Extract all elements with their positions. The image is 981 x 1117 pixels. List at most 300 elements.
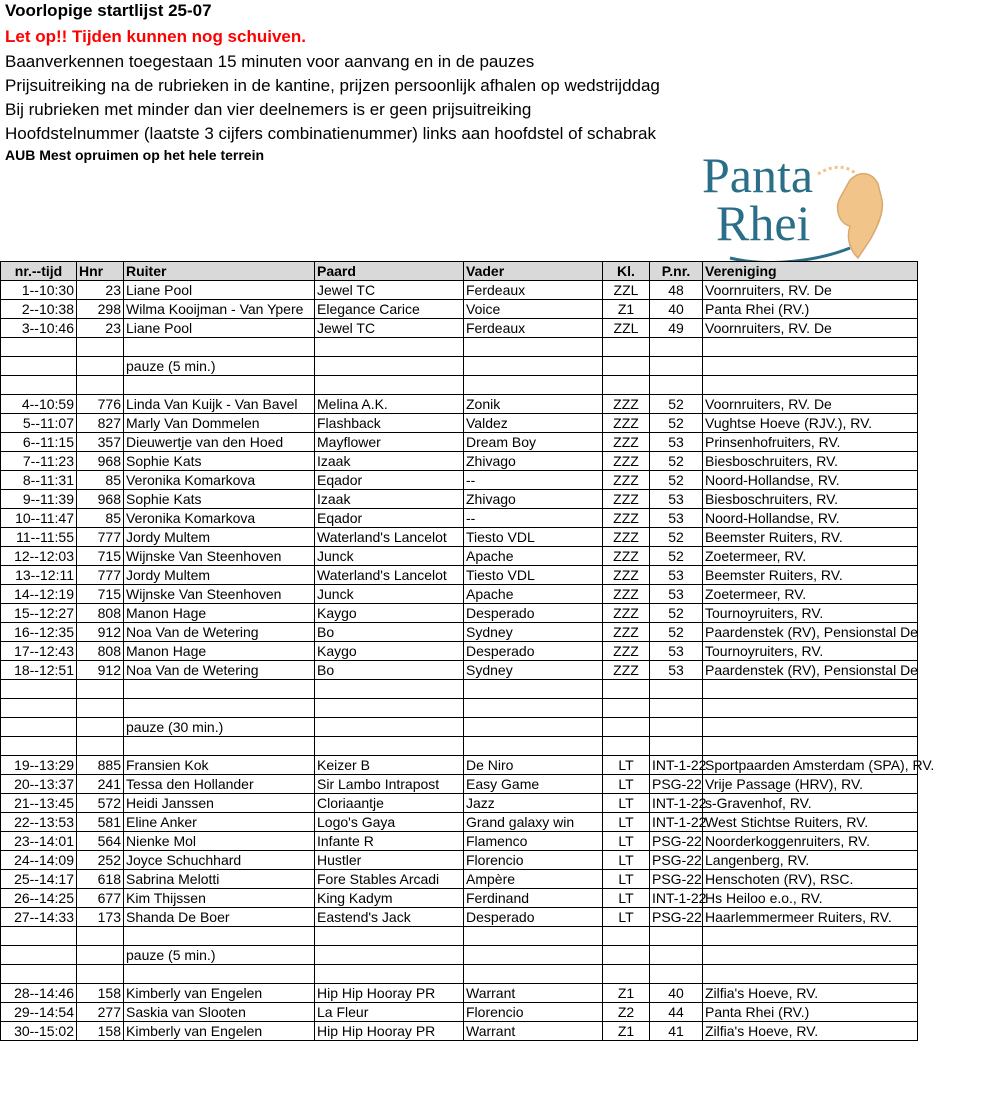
cell-kl: LT [603, 870, 650, 889]
cell-paard: Hip Hip Hooray PR [315, 984, 464, 1003]
cell-nr-tijd: 3--10:46 [1, 319, 77, 338]
cell-vader: -- [464, 509, 603, 528]
cell-pnr: 52 [650, 604, 703, 623]
cell-kl: ZZZ [603, 490, 650, 509]
col-header-paard: Paard [315, 262, 464, 281]
cell-nr-tijd: 11--11:55 [1, 528, 77, 547]
cell-vader: Sydney [464, 623, 603, 642]
cell-kl: ZZZ [603, 528, 650, 547]
cell-kl: Z2 [603, 1003, 650, 1022]
cell-ruiter: Shanda De Boer [124, 908, 315, 927]
cell-vader: Tiesto VDL [464, 528, 603, 547]
cell-nr-tijd: 20--13:37 [1, 775, 77, 794]
cell-nr-tijd: 6--11:15 [1, 433, 77, 452]
logo-word-1: Panta [702, 147, 814, 203]
cell-nr-tijd: 4--10:59 [1, 395, 77, 414]
cell-empty [77, 338, 124, 357]
cell-empty [464, 680, 603, 699]
cell-pnr: PSG-22 [650, 851, 703, 870]
cell-hnr: 968 [77, 452, 124, 471]
cell-empty [124, 376, 315, 395]
cell-hnr: 715 [77, 547, 124, 566]
note-line: Prijsuitreiking na de rubrieken in de kantine, prijzen persoonlijk afhalen op wedstrijddag [5, 76, 660, 95]
cell-empty [464, 927, 603, 946]
table-row [1, 319, 918, 338]
cell-pnr: PSG-22 [650, 908, 703, 927]
cell-empty [1, 718, 77, 737]
cell-ruiter: Kimberly van Engelen [124, 1022, 315, 1041]
cell-vader: Dream Boy [464, 433, 603, 452]
table-row [1, 414, 918, 433]
col-header-hnr: Hnr [77, 262, 124, 281]
cell-kl: LT [603, 756, 650, 775]
table-row [1, 281, 918, 300]
table-row [1, 528, 918, 547]
col-header-ruiter: Ruiter [124, 262, 315, 281]
cell-vader: Desperado [464, 642, 603, 661]
table-row [1, 566, 918, 585]
cell-paard: Kaygo [315, 642, 464, 661]
table-row [1, 585, 918, 604]
cell-empty [603, 357, 650, 376]
cell-ruiter: Eline Anker [124, 813, 315, 832]
cell-kl: ZZZ [603, 604, 650, 623]
cell-vereniging: Zoetermeer, RV. [703, 585, 918, 604]
cell-hnr: 298 [77, 300, 124, 319]
cell-paard: Eqador [315, 509, 464, 528]
cell-paard: Junck [315, 547, 464, 566]
cell-empty [124, 965, 315, 984]
table-row [1, 908, 918, 927]
cell-hnr: 912 [77, 623, 124, 642]
col-header-vader: Vader [464, 262, 603, 281]
cell-kl: ZZZ [603, 471, 650, 490]
cell-ruiter: Manon Hage [124, 642, 315, 661]
table-row [1, 813, 918, 832]
table-row [1, 794, 918, 813]
cell-kl: LT [603, 908, 650, 927]
cell-empty [124, 737, 315, 756]
cell-vereniging: Henschoten (RV), RSC. [703, 870, 918, 889]
cell-kl: ZZZ [603, 585, 650, 604]
pause-label: pauze (5 min.) [124, 946, 315, 965]
cell-empty [650, 718, 703, 737]
cell-vereniging: Voornruiters, RV. De [703, 281, 918, 300]
cell-vader: Sydney [464, 661, 603, 680]
cell-paard: Izaak [315, 490, 464, 509]
cell-vereniging: Prinsenhofruiters, RV. [703, 433, 918, 452]
cell-empty [77, 680, 124, 699]
cell-nr-tijd: 16--12:35 [1, 623, 77, 642]
cell-nr-tijd: 27--14:33 [1, 908, 77, 927]
cell-kl: ZZZ [603, 414, 650, 433]
cell-nr-tijd: 26--14:25 [1, 889, 77, 908]
blank-row [1, 927, 918, 946]
cell-hnr: 23 [77, 281, 124, 300]
cell-empty [603, 737, 650, 756]
pause-label: pauze (5 min.) [124, 357, 315, 376]
cell-hnr: 23 [77, 319, 124, 338]
table-row [1, 452, 918, 471]
cell-pnr: 52 [650, 414, 703, 433]
cell-vereniging: Panta Rhei (RV.) [703, 1003, 918, 1022]
cell-vader: Jazz [464, 794, 603, 813]
cell-empty [77, 718, 124, 737]
blank-row [1, 376, 918, 395]
cell-vader: Ferdeaux [464, 281, 603, 300]
cell-empty [124, 927, 315, 946]
cell-paard: Jewel TC [315, 281, 464, 300]
cell-ruiter: Noa Van de Wetering [124, 623, 315, 642]
cell-vereniging: Sportpaarden Amsterdam (SPA), RV. [703, 756, 918, 775]
cell-empty [703, 376, 918, 395]
table-row [1, 395, 918, 414]
cell-vereniging: Vughtse Hoeve (RJV.), RV. [703, 414, 918, 433]
cell-nr-tijd: 21--13:45 [1, 794, 77, 813]
cell-vereniging: Zilfia's Hoeve, RV. [703, 984, 918, 1003]
cell-pnr: 53 [650, 642, 703, 661]
table-row [1, 832, 918, 851]
cell-paard: Jewel TC [315, 319, 464, 338]
cell-empty [703, 699, 918, 718]
cell-pnr: INT-1-22 [650, 794, 703, 813]
cell-vader: Apache [464, 585, 603, 604]
cell-vader: Desperado [464, 908, 603, 927]
blank-row [1, 965, 918, 984]
cell-nr-tijd: 28--14:46 [1, 984, 77, 1003]
cell-vereniging: Langenberg, RV. [703, 851, 918, 870]
startlist-table [0, 261, 935, 1041]
cell-pnr: 53 [650, 661, 703, 680]
cell-ruiter: Dieuwertje van den Hoed [124, 433, 315, 452]
col-header-kl: Kl. [603, 262, 650, 281]
cell-hnr: 777 [77, 566, 124, 585]
cell-empty [603, 699, 650, 718]
cell-kl: ZZZ [603, 623, 650, 642]
cell-ruiter: Marly Van Dommelen [124, 414, 315, 433]
table-row [1, 604, 918, 623]
cell-paard: Mayflower [315, 433, 464, 452]
cell-vereniging: Hs Heiloo e.o., RV. [703, 889, 918, 908]
cell-nr-tijd: 14--12:19 [1, 585, 77, 604]
cell-pnr: 52 [650, 528, 703, 547]
table-row [1, 547, 918, 566]
cell-nr-tijd: 30--15:02 [1, 1022, 77, 1041]
cell-empty [1, 680, 77, 699]
panta-rhei-logo [700, 140, 885, 265]
cell-vader: Florencio [464, 1003, 603, 1022]
cell-vereniging: Zilfia's Hoeve, RV. [703, 1022, 918, 1041]
cell-vader: Apache [464, 547, 603, 566]
cell-vader: Zhivago [464, 490, 603, 509]
cell-vereniging: Paardenstek (RV), Pensionstal De [703, 661, 918, 680]
cell-paard: Hustler [315, 851, 464, 870]
cell-empty [650, 946, 703, 965]
cell-kl: ZZZ [603, 661, 650, 680]
cell-hnr: 618 [77, 870, 124, 889]
cell-kl: LT [603, 889, 650, 908]
table-row [1, 661, 918, 680]
cell-kl: Z1 [603, 984, 650, 1003]
cell-pnr: 53 [650, 509, 703, 528]
cell-kl: Z1 [603, 300, 650, 319]
cell-paard: Eqador [315, 471, 464, 490]
cell-vader: Easy Game [464, 775, 603, 794]
cell-nr-tijd: 15--12:27 [1, 604, 77, 623]
cell-vereniging: Biesboschruiters, RV. [703, 490, 918, 509]
cell-vereniging: Voornruiters, RV. De [703, 319, 918, 338]
table-row [1, 756, 918, 775]
cell-hnr: 158 [77, 984, 124, 1003]
table-row [1, 984, 918, 1003]
cell-ruiter: Liane Pool [124, 319, 315, 338]
page-title: Voorlopige startlijst 25-07 [5, 1, 212, 20]
cell-vader: Flamenco [464, 832, 603, 851]
cell-empty [703, 680, 918, 699]
cell-empty [77, 699, 124, 718]
cell-kl: LT [603, 813, 650, 832]
cell-ruiter: Jordy Multem [124, 528, 315, 547]
cell-nr-tijd: 7--11:23 [1, 452, 77, 471]
cell-paard: Kaygo [315, 604, 464, 623]
cell-empty [124, 680, 315, 699]
cell-empty [1, 376, 77, 395]
cell-hnr: 357 [77, 433, 124, 452]
cell-empty [650, 357, 703, 376]
cell-nr-tijd: 19--13:29 [1, 756, 77, 775]
cell-empty [650, 699, 703, 718]
blank-row [1, 737, 918, 756]
cell-kl: LT [603, 851, 650, 870]
cell-empty [1, 357, 77, 376]
cell-ruiter: Wilma Kooijman - Van Ypere [124, 300, 315, 319]
cell-empty [77, 737, 124, 756]
cell-empty [124, 338, 315, 357]
cell-hnr: 776 [77, 395, 124, 414]
cell-ruiter: Sabrina Melotti [124, 870, 315, 889]
cell-nr-tijd: 1--10:30 [1, 281, 77, 300]
cell-ruiter: Kimberly van Engelen [124, 984, 315, 1003]
cell-ruiter: Joyce Schuchhard [124, 851, 315, 870]
cell-ruiter: Saskia van Slooten [124, 1003, 315, 1022]
cell-nr-tijd: 18--12:51 [1, 661, 77, 680]
cell-vereniging: Noord-Hollandse, RV. [703, 509, 918, 528]
cell-empty [603, 927, 650, 946]
cell-empty [315, 946, 464, 965]
warning-text: Let op!! Tijden kunnen nog schuiven. [5, 27, 306, 46]
cell-paard: Infante R [315, 832, 464, 851]
cell-empty [603, 376, 650, 395]
cell-vereniging: Voornruiters, RV. De [703, 395, 918, 414]
note-line-bold: AUB Mest opruimen op het hele terrein [5, 147, 265, 163]
cell-nr-tijd: 24--14:09 [1, 851, 77, 870]
table-row [1, 889, 918, 908]
cell-nr-tijd: 9--11:39 [1, 490, 77, 509]
cell-pnr: 41 [650, 1022, 703, 1041]
cell-paard: Waterland's Lancelot [315, 528, 464, 547]
cell-pnr: PSG-22 [650, 870, 703, 889]
cell-hnr: 564 [77, 832, 124, 851]
cell-vader: Florencio [464, 851, 603, 870]
cell-vereniging: Biesboschruiters, RV. [703, 452, 918, 471]
cell-pnr: PSG-22 [650, 832, 703, 851]
cell-paard: Waterland's Lancelot [315, 566, 464, 585]
cell-empty [464, 338, 603, 357]
cell-vereniging: West Stichtse Ruiters, RV. [703, 813, 918, 832]
cell-nr-tijd: 8--11:31 [1, 471, 77, 490]
cell-paard: Izaak [315, 452, 464, 471]
cell-empty [315, 965, 464, 984]
cell-empty [1, 737, 77, 756]
cell-vereniging: Noord-Hollandse, RV. [703, 471, 918, 490]
cell-vader: Desperado [464, 604, 603, 623]
cell-ruiter: Noa Van de Wetering [124, 661, 315, 680]
cell-paard: Flashback [315, 414, 464, 433]
cell-nr-tijd: 29--14:54 [1, 1003, 77, 1022]
cell-empty [464, 376, 603, 395]
cell-pnr: 40 [650, 300, 703, 319]
cell-empty [603, 718, 650, 737]
cell-vader: -- [464, 471, 603, 490]
cell-empty [315, 357, 464, 376]
cell-empty [464, 737, 603, 756]
cell-ruiter: Kim Thijssen [124, 889, 315, 908]
cell-pnr: 53 [650, 433, 703, 452]
cell-vereniging: Beemster Ruiters, RV. [703, 566, 918, 585]
cell-hnr: 968 [77, 490, 124, 509]
table-header-row [1, 262, 918, 281]
cell-empty [464, 699, 603, 718]
col-header-pnr: P.nr. [650, 262, 703, 281]
cell-kl: ZZZ [603, 433, 650, 452]
table-row [1, 642, 918, 661]
cell-empty [650, 737, 703, 756]
blank-row [1, 680, 918, 699]
cell-vader: De Niro [464, 756, 603, 775]
cell-pnr: 49 [650, 319, 703, 338]
cell-empty [650, 680, 703, 699]
cell-kl: ZZZ [603, 509, 650, 528]
cell-ruiter: Nienke Mol [124, 832, 315, 851]
cell-vereniging: Tournoyruiters, RV. [703, 604, 918, 623]
cell-pnr: 53 [650, 490, 703, 509]
pause-row [1, 357, 918, 376]
cell-paard: King Kadym [315, 889, 464, 908]
cell-kl: LT [603, 775, 650, 794]
cell-empty [1, 965, 77, 984]
cell-vereniging: Zoetermeer, RV. [703, 547, 918, 566]
logo-word-2: Rhei [716, 195, 811, 251]
cell-empty [315, 718, 464, 737]
cell-empty [703, 946, 918, 965]
cell-kl: ZZZ [603, 566, 650, 585]
cell-hnr: 808 [77, 604, 124, 623]
table-row [1, 509, 918, 528]
cell-hnr: 677 [77, 889, 124, 908]
cell-vereniging: Paardenstek (RV), Pensionstal De [703, 623, 918, 642]
cell-vader: Zhivago [464, 452, 603, 471]
cell-empty [464, 965, 603, 984]
cell-vader: Voice [464, 300, 603, 319]
cell-pnr: 53 [650, 585, 703, 604]
cell-kl: ZZZ [603, 547, 650, 566]
cell-empty [650, 927, 703, 946]
cell-paard: Keizer B [315, 756, 464, 775]
cell-paard: Elegance Carice [315, 300, 464, 319]
cell-nr-tijd: 25--14:17 [1, 870, 77, 889]
cell-empty [77, 357, 124, 376]
cell-ruiter: Veronika Komarkova [124, 471, 315, 490]
cell-nr-tijd: 12--12:03 [1, 547, 77, 566]
cell-paard: Melina A.K. [315, 395, 464, 414]
cell-kl: Z1 [603, 1022, 650, 1041]
cell-hnr: 581 [77, 813, 124, 832]
cell-nr-tijd: 5--11:07 [1, 414, 77, 433]
cell-paard: Hip Hip Hooray PR [315, 1022, 464, 1041]
cell-paard: Cloriaantje [315, 794, 464, 813]
cell-paard: La Fleur [315, 1003, 464, 1022]
cell-pnr: PSG-22 [650, 775, 703, 794]
cell-vader: Warrant [464, 1022, 603, 1041]
cell-hnr: 777 [77, 528, 124, 547]
cell-kl: ZZL [603, 281, 650, 300]
cell-ruiter: Tessa den Hollander [124, 775, 315, 794]
cell-nr-tijd: 23--14:01 [1, 832, 77, 851]
cell-pnr: 53 [650, 566, 703, 585]
cell-ruiter: Wijnske Van Steenhoven [124, 547, 315, 566]
cell-empty [315, 680, 464, 699]
cell-empty [315, 699, 464, 718]
pause-label: pauze (30 min.) [124, 718, 315, 737]
cell-paard: Junck [315, 585, 464, 604]
blank-row [1, 699, 918, 718]
cell-empty [77, 927, 124, 946]
cell-ruiter: Fransien Kok [124, 756, 315, 775]
table-row [1, 1003, 918, 1022]
cell-vereniging: s-Gravenhof, RV. [703, 794, 918, 813]
cell-hnr: 85 [77, 471, 124, 490]
cell-empty [464, 946, 603, 965]
cell-hnr: 808 [77, 642, 124, 661]
cell-empty [650, 965, 703, 984]
cell-empty [603, 680, 650, 699]
cell-ruiter: Linda Van Kuijk - Van Bavel [124, 395, 315, 414]
cell-hnr: 715 [77, 585, 124, 604]
table-row [1, 471, 918, 490]
pause-row [1, 946, 918, 965]
note-line: Baanverkennen toegestaan 15 minuten voor aanvang en in de pauzes [5, 52, 535, 71]
cell-empty [464, 718, 603, 737]
table-row [1, 490, 918, 509]
cell-nr-tijd: 17--12:43 [1, 642, 77, 661]
note-line: Hoofdstelnummer (laatste 3 cijfers combinatienummer) links aan hoofdstel of schabrak [5, 124, 657, 143]
cell-hnr: 912 [77, 661, 124, 680]
cell-hnr: 158 [77, 1022, 124, 1041]
cell-empty [315, 927, 464, 946]
cell-ruiter: Manon Hage [124, 604, 315, 623]
cell-empty [650, 376, 703, 395]
table-row [1, 300, 918, 319]
cell-ruiter: Liane Pool [124, 281, 315, 300]
cell-hnr: 885 [77, 756, 124, 775]
cell-hnr: 277 [77, 1003, 124, 1022]
cell-paard: Logo's Gaya [315, 813, 464, 832]
cell-pnr: 44 [650, 1003, 703, 1022]
cell-ruiter: Veronika Komarkova [124, 509, 315, 528]
cell-vader: Zonik [464, 395, 603, 414]
cell-vader: Ampère [464, 870, 603, 889]
cell-kl: ZZL [603, 319, 650, 338]
